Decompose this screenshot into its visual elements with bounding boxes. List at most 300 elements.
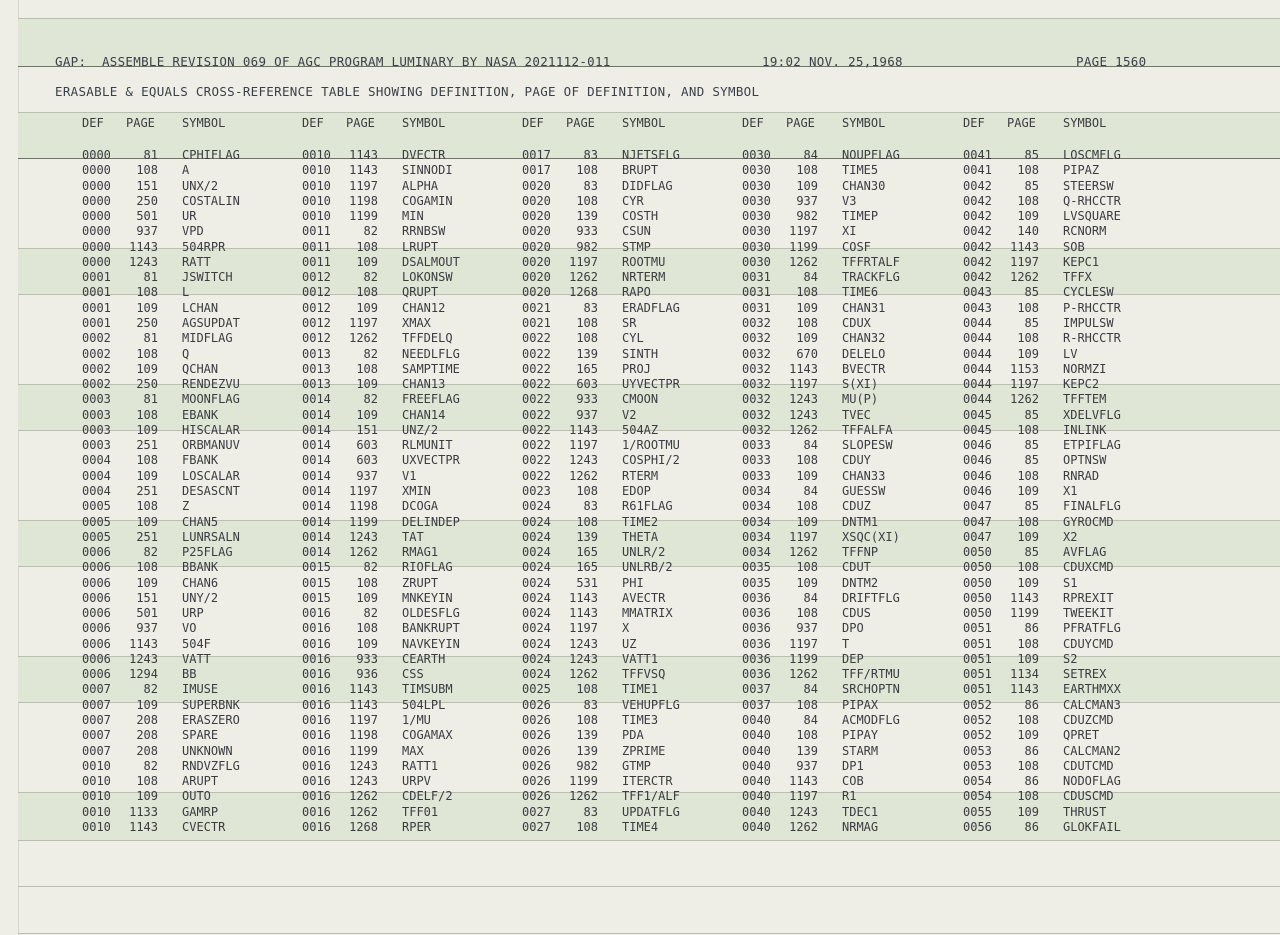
def-value: 0036: [742, 606, 771, 621]
symbol-name: TFFX: [1063, 270, 1092, 285]
page-value: 109: [796, 575, 818, 590]
page-value: 1243: [789, 804, 818, 819]
def-value: 0046: [963, 468, 992, 483]
page-value: 1197: [569, 254, 598, 269]
page-value: 1262: [569, 468, 598, 483]
symbol-name: CALCMAN3: [1063, 697, 1121, 712]
symbol-name: CMOON: [622, 392, 659, 407]
symbol-name: DSALMOUT: [402, 254, 460, 269]
page-value: 81: [143, 270, 158, 285]
def-value: 0050: [963, 606, 992, 621]
page-value: 1143: [569, 422, 598, 437]
page-value: 109: [356, 254, 378, 269]
page-value: 937: [796, 758, 818, 773]
page-value: 1243: [569, 651, 598, 666]
def-value: 0016: [302, 667, 331, 682]
symbol-name: PIPAY: [842, 728, 879, 743]
def-value: 0005: [82, 514, 111, 529]
page-value: 109: [1017, 575, 1039, 590]
page-value: 1262: [349, 331, 378, 346]
symbol-name: DIDFLAG: [622, 178, 673, 193]
def-value: 0005: [82, 499, 111, 514]
symbol-name: CHAN30: [842, 178, 886, 193]
page-value: 1133: [129, 804, 158, 819]
def-value: 0026: [522, 774, 551, 789]
page-value: 84: [803, 270, 818, 285]
def-value: 0002: [82, 346, 111, 361]
symbol-name: OLDESFLG: [402, 606, 460, 621]
def-value: 0006: [82, 575, 111, 590]
page-value: 82: [363, 270, 378, 285]
symbol-name: DVECTR: [402, 148, 446, 162]
def-value: 0040: [742, 789, 771, 804]
def-value: 0006: [82, 545, 111, 559]
page-value: 82: [143, 545, 158, 559]
symbol-name: RPER: [402, 819, 431, 834]
symbol-name: V2: [622, 407, 637, 422]
def-value: 0041: [963, 163, 992, 178]
symbol-name: LOSCMFLG: [1063, 148, 1121, 162]
page-value: 108: [796, 728, 818, 743]
def-value: 0020: [522, 224, 551, 239]
page-value: 82: [143, 758, 158, 773]
def-value: 0014: [302, 407, 331, 422]
symbol-name: BRUPT: [622, 163, 659, 178]
page-value: 108: [796, 316, 818, 330]
def-value: 0033: [742, 438, 771, 453]
symbol-name: MMATRIX: [622, 606, 673, 621]
def-value: 0046: [963, 438, 992, 453]
symbol-name: 504AZ: [622, 422, 659, 437]
page-value: 109: [356, 636, 378, 651]
page-value: 208: [136, 743, 158, 758]
def-value: 0016: [302, 713, 331, 727]
page-value: 85: [1024, 407, 1039, 422]
page-value: 165: [576, 545, 598, 559]
page-value: 85: [1024, 453, 1039, 468]
symbol-name: TRACKFLG: [842, 270, 900, 285]
page-value: 108: [136, 285, 158, 300]
page-value: 84: [803, 148, 818, 162]
symbol-name: QPRET: [1063, 728, 1100, 743]
page-value: 108: [576, 331, 598, 346]
page-value: 1199: [349, 743, 378, 758]
def-value: 0024: [522, 621, 551, 636]
page-value: 1143: [129, 636, 158, 651]
page-value: 251: [136, 438, 158, 453]
symbol-name: VO: [182, 621, 197, 636]
symbol-name: NEEDLFLG: [402, 346, 460, 361]
symbol-name: PHI: [622, 575, 644, 590]
def-value: 0007: [82, 682, 111, 697]
page-value: 139: [576, 728, 598, 743]
def-value: 0041: [963, 148, 992, 162]
symbol-name: TFF01: [402, 804, 439, 819]
def-value: 0043: [963, 285, 992, 300]
def-value: 0000: [82, 178, 111, 193]
page-value: 109: [356, 300, 378, 315]
page-value: 108: [1017, 193, 1039, 208]
def-value: 0034: [742, 499, 771, 514]
def-value: 0034: [742, 514, 771, 529]
def-value: 0033: [742, 453, 771, 468]
def-value: 0017: [522, 163, 551, 178]
page-value: 109: [796, 331, 818, 346]
symbol-name: CDUS: [842, 606, 871, 621]
page-value: 83: [583, 178, 598, 193]
column-header-page: PAGE: [786, 116, 815, 130]
page-value: 108: [576, 514, 598, 529]
def-value: 0020: [522, 239, 551, 254]
def-value: 0011: [302, 239, 331, 254]
page-value: 1243: [129, 651, 158, 666]
page-value: 109: [1017, 483, 1039, 498]
symbol-name: S1: [1063, 575, 1078, 590]
symbol-name: ZPRIME: [622, 743, 666, 758]
def-value: 0016: [302, 636, 331, 651]
symbol-name: CHAN31: [842, 300, 886, 315]
def-value: 0014: [302, 529, 331, 544]
page-value: 82: [143, 682, 158, 697]
symbol-name: Q: [182, 346, 190, 361]
def-value: 0024: [522, 545, 551, 559]
page-value: 139: [796, 743, 818, 758]
symbol-name: ARUPT: [182, 774, 219, 789]
page-value: 108: [136, 560, 158, 575]
symbol-name: JSWITCH: [182, 270, 233, 285]
def-value: 0022: [522, 468, 551, 483]
def-value: 0016: [302, 621, 331, 636]
def-value: 0046: [963, 453, 992, 468]
symbol-name: DEP: [842, 651, 864, 666]
page-value: 1197: [1010, 377, 1039, 391]
page-value: 109: [796, 300, 818, 315]
def-value: 0024: [522, 529, 551, 544]
page-value: 250: [136, 193, 158, 208]
column-header-def: DEF: [82, 116, 104, 130]
page-value: 85: [1024, 545, 1039, 559]
def-value: 0012: [302, 270, 331, 285]
page-value: 108: [576, 483, 598, 498]
page-value: 937: [796, 193, 818, 208]
def-value: 0001: [82, 316, 111, 330]
symbol-name: MNKEYIN: [402, 590, 453, 605]
page-value: 1243: [569, 453, 598, 468]
page-value: 1197: [569, 621, 598, 636]
symbol-name: RENDEZVU: [182, 377, 240, 391]
page-value: 108: [136, 346, 158, 361]
symbol-name: GTMP: [622, 758, 651, 773]
def-value: 0045: [963, 422, 992, 437]
page-value: 82: [363, 560, 378, 575]
def-value: 0000: [82, 148, 111, 162]
def-value: 0037: [742, 697, 771, 712]
page-value: 982: [576, 239, 598, 254]
symbol-name: UNKNOWN: [182, 743, 233, 758]
page-value: 501: [136, 606, 158, 621]
symbol-name: TAT: [402, 529, 424, 544]
page-value: 109: [1017, 651, 1039, 666]
symbol-name: V1: [402, 468, 417, 483]
symbol-name: X: [622, 621, 630, 636]
symbol-name: KEPC2: [1063, 377, 1100, 391]
symbol-name: VEHUPFLG: [622, 697, 680, 712]
symbol-name: VATT: [182, 651, 211, 666]
def-value: 0012: [302, 285, 331, 300]
def-value: 0032: [742, 346, 771, 361]
symbol-name: VATT1: [622, 651, 659, 666]
def-value: 0042: [963, 254, 992, 269]
page-value: 1243: [349, 529, 378, 544]
symbol-name: TFFALFA: [842, 422, 893, 437]
column-header-symbol: SYMBOL: [842, 116, 886, 130]
page-value: 1262: [349, 804, 378, 819]
page-value: 108: [1017, 713, 1039, 727]
def-value: 0044: [963, 377, 992, 391]
rule-line: [18, 886, 1280, 887]
page-value: 933: [356, 651, 378, 666]
page-value: 108: [1017, 789, 1039, 804]
symbol-name: BANKRUPT: [402, 621, 460, 636]
symbol-name: EBANK: [182, 407, 219, 422]
def-value: 0026: [522, 728, 551, 743]
def-value: 0000: [82, 163, 111, 178]
page-value: 603: [356, 453, 378, 468]
def-value: 0051: [963, 636, 992, 651]
def-value: 0006: [82, 590, 111, 605]
def-value: 0016: [302, 774, 331, 789]
def-value: 0003: [82, 438, 111, 453]
page-value: 1197: [789, 636, 818, 651]
symbol-name: MU(P): [842, 392, 879, 407]
symbol-name: ERADFLAG: [622, 300, 680, 315]
def-value: 0000: [82, 209, 111, 224]
def-value: 0034: [742, 483, 771, 498]
page-value: 108: [796, 606, 818, 621]
symbol-name: CHAN14: [402, 407, 446, 422]
def-value: 0030: [742, 163, 771, 178]
symbol-name: MIDFLAG: [182, 331, 233, 346]
page-value: 109: [1017, 209, 1039, 224]
symbol-name: RPREXIT: [1063, 590, 1114, 605]
def-value: 0040: [742, 819, 771, 834]
symbol-name: ERASZERO: [182, 713, 240, 727]
def-value: 0010: [82, 774, 111, 789]
symbol-name: ZRUPT: [402, 575, 439, 590]
def-value: 0026: [522, 697, 551, 712]
symbol-name: VPD: [182, 224, 204, 239]
symbol-name: TIME3: [622, 713, 659, 727]
symbol-name: TIME2: [622, 514, 659, 529]
page-value: 82: [363, 346, 378, 361]
def-value: 0022: [522, 407, 551, 422]
symbol-name: UNZ/2: [402, 422, 439, 437]
def-value: 0014: [302, 499, 331, 514]
symbol-name: STMP: [622, 239, 651, 254]
page-value: 109: [1017, 804, 1039, 819]
symbol-name: MOONFLAG: [182, 392, 240, 407]
def-value: 0047: [963, 514, 992, 529]
symbol-name: CDUZ: [842, 499, 871, 514]
rule-line: [18, 18, 1280, 19]
def-value: 0023: [522, 483, 551, 498]
symbol-name: AGSUPDAT: [182, 316, 240, 330]
page-value: 108: [1017, 560, 1039, 575]
symbol-name: NJETSFLG: [622, 148, 680, 162]
symbol-name: CHAN32: [842, 331, 886, 346]
symbol-name: X1: [1063, 483, 1078, 498]
symbol-name: RAPO: [622, 285, 651, 300]
def-value: 0026: [522, 789, 551, 804]
symbol-name: GLOKFAIL: [1063, 819, 1121, 834]
page-value: 82: [363, 606, 378, 621]
def-value: 0014: [302, 438, 331, 453]
symbol-name: LOKONSW: [402, 270, 453, 285]
page-value: 109: [796, 178, 818, 193]
def-value: 0052: [963, 713, 992, 727]
def-value: 0040: [742, 728, 771, 743]
page-value: 82: [363, 224, 378, 239]
def-value: 0022: [522, 346, 551, 361]
symbol-name: CYR: [622, 193, 644, 208]
symbol-name: CVECTR: [182, 819, 226, 834]
page-value: 109: [356, 407, 378, 422]
symbol-name: UYVECTPR: [622, 377, 680, 391]
page-value: 937: [356, 468, 378, 483]
def-value: 0044: [963, 392, 992, 407]
symbol-name: DP1: [842, 758, 864, 773]
def-value: 0042: [963, 224, 992, 239]
page-value: 108: [1017, 331, 1039, 346]
def-value: 0012: [302, 331, 331, 346]
symbol-name: UR: [182, 209, 197, 224]
def-value: 0010: [82, 819, 111, 834]
symbol-name: NOUPFLAG: [842, 148, 900, 162]
def-value: 0030: [742, 239, 771, 254]
page-value: 108: [796, 285, 818, 300]
symbol-name: S2: [1063, 651, 1078, 666]
page-value: 108: [796, 499, 818, 514]
page-value: 1243: [129, 254, 158, 269]
symbol-name: P25FLAG: [182, 545, 233, 559]
symbol-name: CHAN13: [402, 377, 446, 391]
page-value: 1262: [789, 667, 818, 682]
column-header-def: DEF: [742, 116, 764, 130]
symbol-name: R1: [842, 789, 857, 804]
def-value: 0003: [82, 422, 111, 437]
page-value: 1198: [349, 728, 378, 743]
symbol-name: RNRAD: [1063, 468, 1100, 483]
symbol-name: TIME1: [622, 682, 659, 697]
symbol-name: LVSQUARE: [1063, 209, 1121, 224]
def-value: 0024: [522, 514, 551, 529]
symbol-name: L: [182, 285, 190, 300]
page-value: 108: [576, 316, 598, 330]
symbol-name: INLINK: [1063, 422, 1107, 437]
page-value: 84: [803, 682, 818, 697]
symbol-name: CHAN6: [182, 575, 219, 590]
symbol-name: UNY/2: [182, 590, 219, 605]
symbol-name: XMAX: [402, 316, 431, 330]
def-value: 0006: [82, 636, 111, 651]
page-value: 108: [796, 453, 818, 468]
symbol-name: LCHAN: [182, 300, 219, 315]
def-value: 0022: [522, 453, 551, 468]
def-value: 0020: [522, 270, 551, 285]
page-value: 109: [136, 789, 158, 804]
def-value: 0046: [963, 483, 992, 498]
page-value: 108: [1017, 468, 1039, 483]
def-value: 0042: [963, 178, 992, 193]
def-value: 0040: [742, 774, 771, 789]
def-value: 0022: [522, 377, 551, 391]
page-value: 108: [796, 163, 818, 178]
symbol-name: AVFLAG: [1063, 545, 1107, 559]
symbol-name: URPV: [402, 774, 431, 789]
def-value: 0012: [302, 316, 331, 330]
page-value: 1143: [1010, 590, 1039, 605]
page-value: 1197: [349, 316, 378, 330]
page-value: 151: [136, 178, 158, 193]
page-value: 936: [356, 667, 378, 682]
def-value: 0043: [963, 300, 992, 315]
def-value: 0050: [963, 590, 992, 605]
symbol-name: SLOPESW: [842, 438, 893, 453]
def-value: 0006: [82, 651, 111, 666]
symbol-name: TIMSUBM: [402, 682, 453, 697]
def-value: 0003: [82, 407, 111, 422]
page-value: 84: [803, 590, 818, 605]
symbol-name: TIME6: [842, 285, 879, 300]
def-value: 0040: [742, 743, 771, 758]
page-value: 85: [1024, 316, 1039, 330]
def-value: 0042: [963, 209, 992, 224]
symbol-name: RMAG1: [402, 545, 439, 559]
page-value: 1243: [569, 636, 598, 651]
def-value: 0012: [302, 300, 331, 315]
page-value: 1143: [129, 239, 158, 254]
symbol-name: PFRATFLG: [1063, 621, 1121, 636]
page-value: 1199: [349, 209, 378, 224]
symbol-name: V3: [842, 193, 857, 208]
def-value: 0020: [522, 254, 551, 269]
symbol-name: CDUX: [842, 316, 871, 330]
symbol-name: TFFVSQ: [622, 667, 666, 682]
page-value: 1197: [789, 529, 818, 544]
symbol-name: 504RPR: [182, 239, 226, 254]
page-value: 1243: [789, 392, 818, 407]
symbol-name: IMPULSW: [1063, 316, 1114, 330]
symbol-name: 1/MU: [402, 713, 431, 727]
def-value: 0006: [82, 560, 111, 575]
def-value: 0016: [302, 606, 331, 621]
def-value: 0011: [302, 224, 331, 239]
page-value: 108: [576, 819, 598, 834]
page-value: 108: [1017, 300, 1039, 315]
page-value: 109: [136, 514, 158, 529]
symbol-name: 504F: [182, 636, 211, 651]
page-value: 139: [576, 743, 598, 758]
def-value: 0006: [82, 667, 111, 682]
symbol-name: CHAN33: [842, 468, 886, 483]
symbol-name: TVEC: [842, 407, 871, 422]
page-value: 82: [363, 392, 378, 407]
page-value: 1143: [349, 148, 378, 162]
symbol-name: TWEEKIT: [1063, 606, 1114, 621]
def-value: 0015: [302, 590, 331, 605]
symbol-name: FBANK: [182, 453, 219, 468]
def-value: 0052: [963, 697, 992, 712]
